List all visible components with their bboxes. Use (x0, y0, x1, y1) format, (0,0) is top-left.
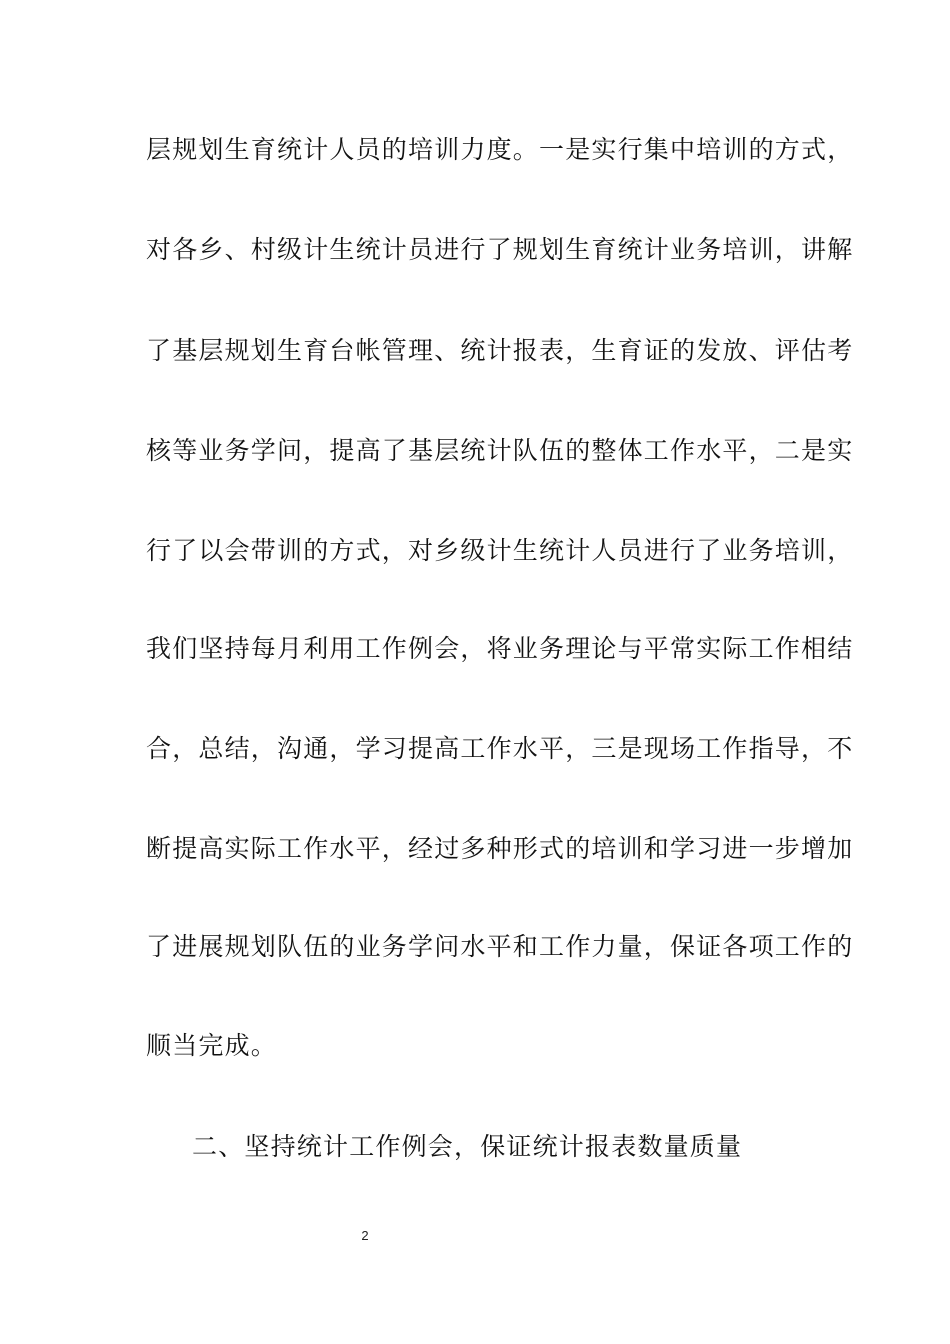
paragraph-line: 了进展规划队伍的业务学问水平和工作力量，保证各项工作的 (146, 932, 854, 961)
paragraph-line: 了基层规划生育台帐管理、统计报表，生育证的发放、评估考 (146, 336, 854, 365)
paragraph-line: 顺当完成。 (146, 1031, 278, 1060)
paragraph-line: 核等业务学问，提高了基层统计队伍的整体工作水平，二是实 (146, 436, 854, 465)
paragraph-line: 对各乡、村级计生统计员进行了规划生育统计业务培训，讲解 (146, 235, 854, 264)
page-number: 2 (361, 1228, 369, 1243)
paragraph-line: 层规划生育统计人员的培训力度。一是实行集中培训的方式， (146, 135, 854, 164)
paragraph-line: 断提高实际工作水平，经过多种形式的培训和学习进一步增加 (146, 834, 854, 863)
paragraph-line: 行了以会带训的方式，对乡级计生统计人员进行了业务培训， (146, 536, 854, 565)
section-heading: 二、坚持统计工作例会，保证统计报表数量质量 (192, 1132, 743, 1161)
paragraph-line: 合，总结，沟通，学习提高工作水平，三是现场工作指导，不 (146, 734, 854, 763)
paragraph-line: 我们坚持每月利用工作例会，将业务理论与平常实际工作相结 (146, 634, 854, 663)
